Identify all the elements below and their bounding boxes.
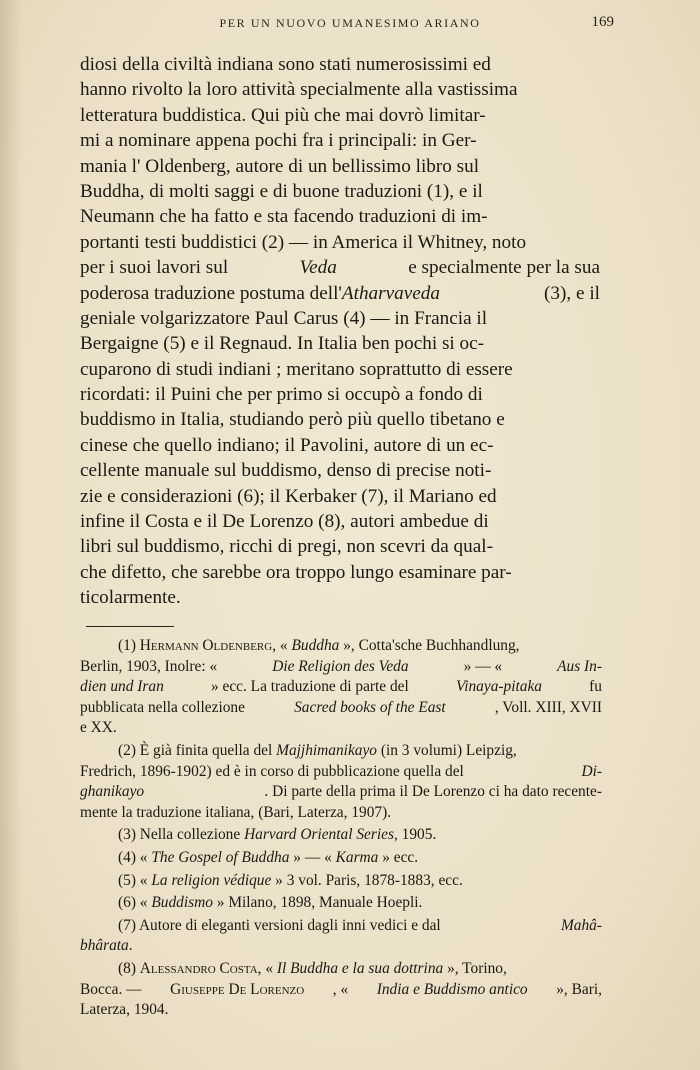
main-text	[80, 52, 600, 611]
footnote-5: (5) « La religion védique » 3 vol. Paris, 1878-1883, ecc.	[118, 871, 463, 889]
text-segment-italic: Atharvaveda	[341, 282, 440, 304]
footnote-8: (8) Alessandro Costa, « Il Buddha e la sua dottrina », Torino, Bocca. — Giuseppe De Lorenzo , « India e Buddismo antico », Bari, Laterza, 1904.	[80, 959, 602, 1019]
footnote-6: (6) « Buddismo » Milano, 1898, Manuale Hoepli.	[118, 894, 423, 912]
text-segment: e specialmente per la sua	[408, 257, 600, 279]
text-line: hanno rivolto la loro attività specialmente alla vastissima	[80, 79, 518, 101]
text-line: ricordati: il Puini che per primo si occupò a fondo di	[80, 384, 483, 406]
text-line: mania l' Oldenberg, autore di un bellissimo libro sul	[80, 155, 480, 177]
footnote-3: (3) Nella collezione Harvard Oriental Series, 1905.	[118, 826, 437, 844]
page-gutter-shadow	[0, 0, 22, 1070]
text-line: che difetto, che sarebbe ora troppo lungo esaminare par-	[80, 561, 512, 583]
text-line	[80, 281, 600, 306]
text-line: Buddha, di molti saggi e di buone traduzioni (1), e il	[80, 180, 483, 202]
text-line: libri sul buddismo, ricchi di pregi, non scevri da qual-	[80, 536, 493, 558]
text-line: Neumann che ha fatto e sta facendo traduzioni di im-	[80, 206, 488, 228]
footnote-4: (4) « The Gospel of Buddha » — « Karma » ecc.	[118, 848, 419, 866]
text-line	[80, 255, 600, 280]
text-segment: per i suoi lavori sul	[80, 257, 229, 279]
page-header	[0, 12, 700, 36]
text-line: letteratura buddistica. Qui più che mai dovrò limitar-	[80, 104, 486, 126]
text-line: diosi della civiltà indiana sono stati numerosissimi ed	[80, 54, 491, 75]
footnote-1: (1) Hermann Oldenberg, « Buddha », Cotta'sche Buchhandlung, Berlin, 1903, Inolre: « Die Religion des Veda » — « Aus In- dien und Iran » ecc. La traduzione di parte del Vinaya-pitaka fu pubblicata nella collezione Sacred books of the East , Voll. XIII, XVII e XX.	[80, 637, 602, 737]
text-line: geniale volgarizzatore Paul Carus (4) — in Francia il	[80, 307, 488, 329]
text-line: zie e considerazioni (6); il Kerbaker (7), il Mariano ed	[80, 485, 497, 507]
text-line: cinese che quello indiano; il Pavolini, autore di un ec-	[80, 434, 494, 456]
footnote-7: (7) Autore di eleganti versioni dagli inni vedici e dal Mahâ- bhârata.	[80, 916, 602, 955]
footnotes	[80, 636, 602, 1023]
text-line: infine il Costa e il De Lorenzo (8), autori ambedue di	[80, 511, 489, 533]
running-head: PER UN NUOVO UMANESIMO ARIANO	[219, 16, 481, 30]
footnote-divider	[86, 626, 174, 627]
footnote-2: (2) È già finita quella del Majjhimanikayo (in 3 volumi) Leipzig, Fredrich, 1896-1902) ed è in corso di pubblicazione quella del Di- ghanikayo . Di parte della prima il De Lorenzo ci ha dato recente- mente la traduzione italiana, (Bari, Laterza, 1907).	[80, 741, 602, 821]
page-number: 169	[591, 14, 614, 30]
text-line: mi a nominare appena pochi fra i principali: in Ger-	[80, 130, 477, 152]
text-segment: poderosa traduzione postuma dell'Atharvaveda	[80, 282, 440, 304]
text-line: buddismo in Italia, studiando però più quello tibetano e	[80, 409, 505, 431]
text-line: Bergaigne (5) e il Regnaud. In Italia ben pochi si oc-	[80, 333, 485, 355]
text-segment-italic: Veda	[299, 257, 337, 279]
text-line: cuparono di studi indiani ; meritano soprattutto di essere	[80, 358, 513, 380]
text-line: cellente manuale sul buddismo, denso di precise noti-	[80, 460, 492, 482]
text-segment: (3), e il	[544, 282, 600, 304]
text-line: portanti testi buddistici (2) — in America il Whitney, noto	[80, 231, 527, 253]
text-line: ticolarmente.	[80, 587, 181, 609]
